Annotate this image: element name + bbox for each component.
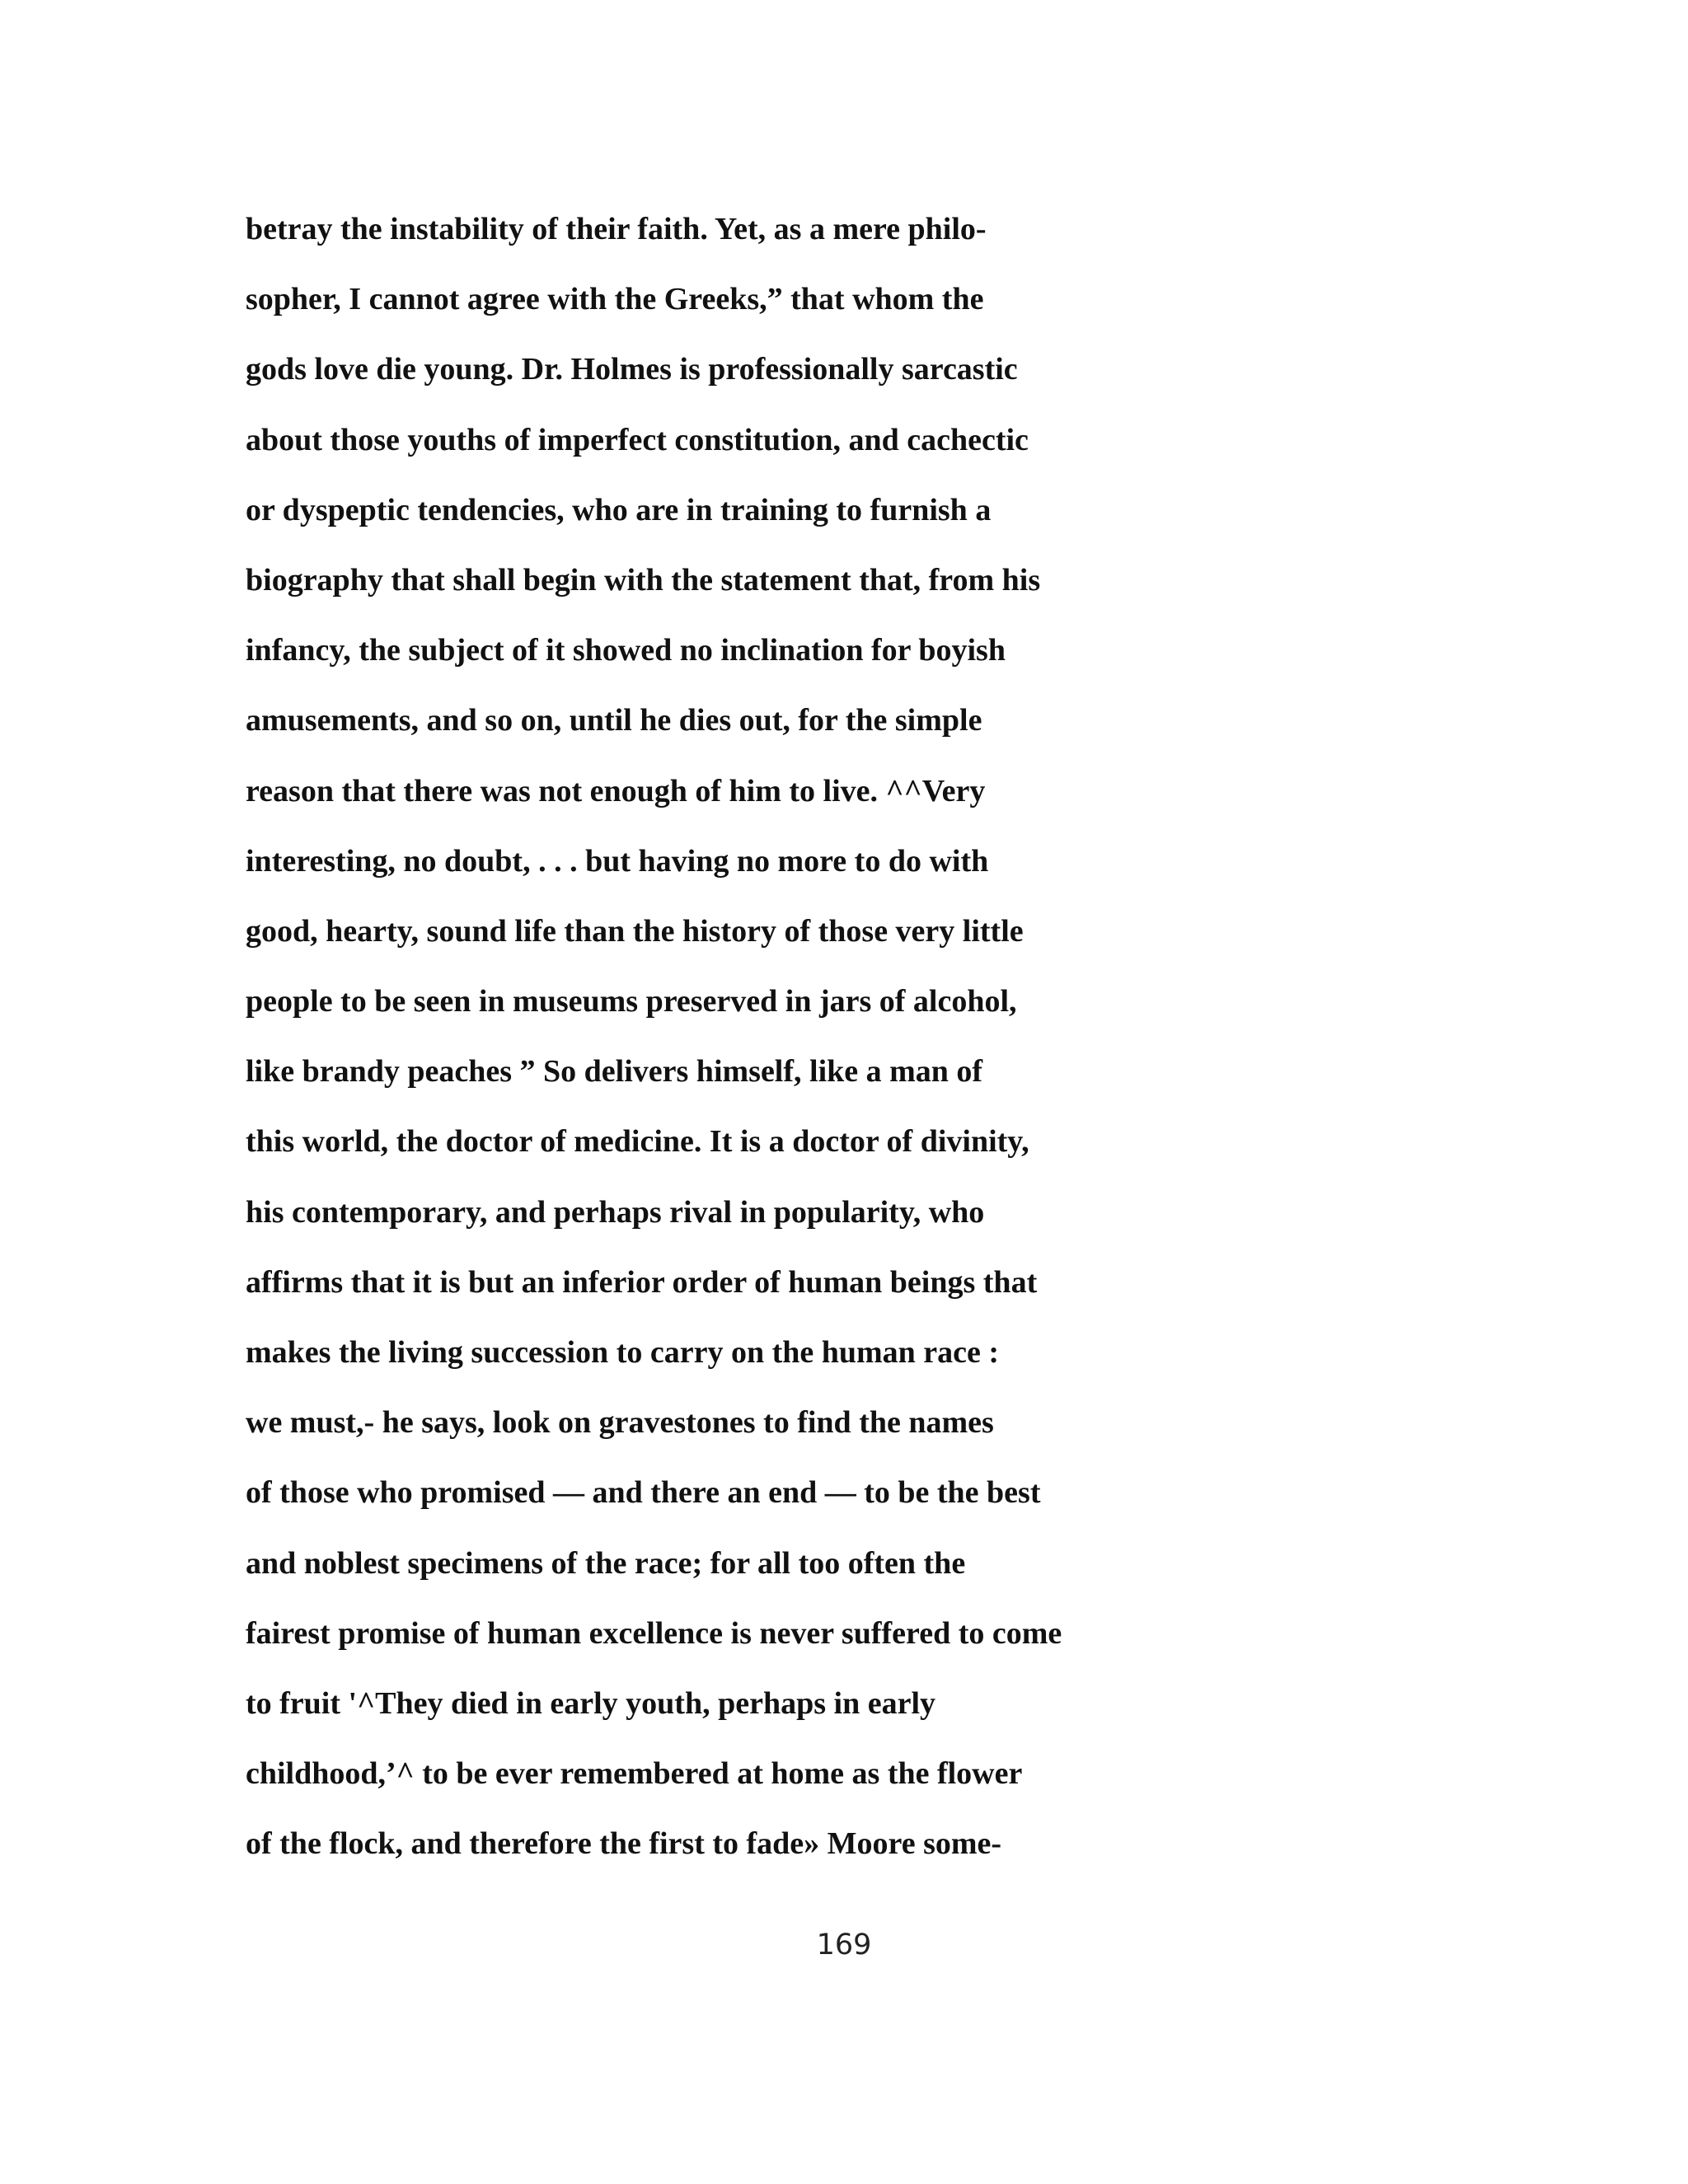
body-text bbox=[246, 194, 1482, 1880]
page-number: 169 bbox=[816, 1929, 872, 1961]
text-line: or dyspeptic tendencies, who are in training to furnish a bbox=[246, 492, 992, 527]
text-line: interesting, no doubt, . . . but having no more to do with bbox=[246, 843, 989, 879]
text-line: affirms that it is but an inferior order of human beings that bbox=[246, 1264, 1038, 1300]
text-line: gods love die young. Dr. Holmes is professionally sarcastic bbox=[246, 352, 1018, 387]
text-line: his contemporary, and perhaps rival in popularity, who bbox=[246, 1194, 985, 1230]
text-line: people to be seen in museums preserved in jars of alcohol, bbox=[246, 984, 1017, 1019]
text-line: like brandy peaches ” So delivers himself, like a man of bbox=[246, 1054, 983, 1090]
text-line: of those who promised — and there an end — to be the best bbox=[246, 1475, 1041, 1511]
text-line: we must,- he says, look on gravestones to find the names bbox=[246, 1405, 994, 1441]
text-line: to fruit '^They died in early youth, perhaps in early bbox=[246, 1685, 936, 1721]
text-line: reason that there was not enough of him to live. ^^Very bbox=[246, 773, 986, 808]
text-line: this world, the doctor of medicine. It is a doctor of divinity, bbox=[246, 1124, 1029, 1160]
text-line: amusements, and so on, until he dies out, for the simple bbox=[246, 703, 982, 738]
text-line: about those youths of imperfect constitution, and cachectic bbox=[246, 422, 1029, 457]
text-line: fairest promise of human excellence is never suffered to come bbox=[246, 1615, 1062, 1651]
text-line: and noblest specimens of the race; for all too often the bbox=[246, 1545, 966, 1581]
text-line: biography that shall begin with the statement that, from his bbox=[246, 562, 1041, 598]
text-line: makes the living succession to carry on the human race : bbox=[246, 1335, 1000, 1370]
text-line: betray the instability of their faith. Yet, as a mere philo- bbox=[246, 212, 987, 246]
text-line: good, hearty, sound life than the history of those very little bbox=[246, 913, 1024, 949]
text-line: of the flock, and therefore the first to fade» Moore some- bbox=[246, 1826, 1002, 1862]
text-line: sopher, I cannot agree with the Greeks,” that whom the bbox=[246, 282, 984, 317]
text-line: childhood,’^ to be ever remembered at home as the flower bbox=[246, 1756, 1023, 1792]
text-line: infancy, the subject of it showed no inclination for boyish bbox=[246, 633, 1006, 668]
